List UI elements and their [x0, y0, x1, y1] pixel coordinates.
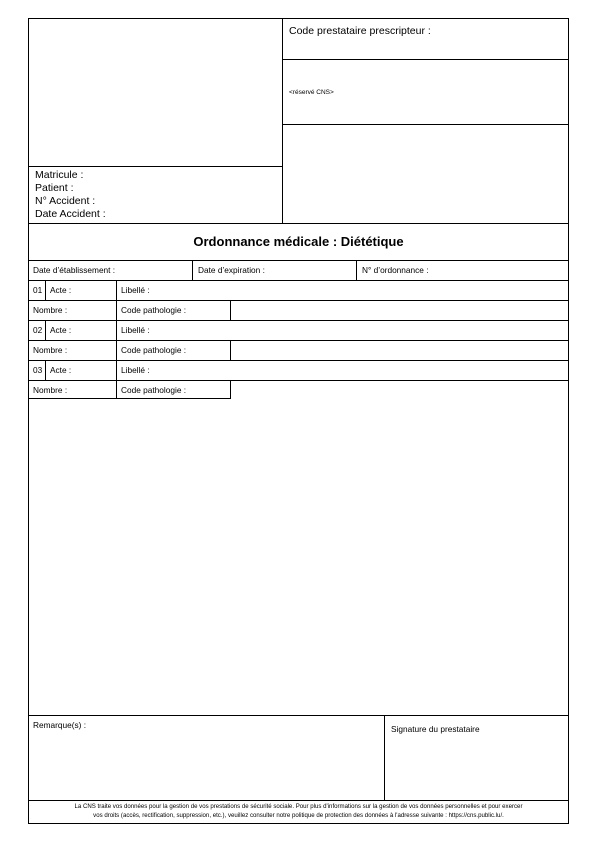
act2-count-label: Nombre :	[33, 345, 68, 355]
act1-num-divider	[45, 280, 46, 300]
privacy-notice-line-2: vos droits (accès, rectification, suppression, etc.), veuillez consulter notre politique de protection des données à l'adresse suivante : https://cns.public.lu/.	[93, 812, 504, 819]
accident-date-label: Date Accident :	[35, 208, 106, 220]
act3-act-label: Acte :	[50, 365, 72, 375]
dates-divider-1	[192, 260, 193, 280]
header-divider-right-1	[282, 59, 569, 60]
footer-top-rule	[28, 800, 569, 801]
page-title: Ordonnance médicale : Diététique	[193, 234, 404, 249]
matricule-label: Matricule :	[35, 169, 84, 181]
dates-bottom-rule	[28, 280, 569, 281]
act1-row-rule	[28, 300, 569, 301]
act1-libelle-label: Libellé :	[121, 285, 150, 295]
privacy-notice-line-1: La CNS traite vos données pour la gestion de vos prestations de sécurité sociale. Pour plus d'informations sur la gestion de vos données personnelles et pour exercer	[74, 803, 523, 810]
act3-bottom-rule	[28, 398, 231, 399]
dates-divider-2	[356, 260, 357, 280]
act3-row-rule	[28, 380, 569, 381]
act2-row-rule	[28, 340, 569, 341]
reserved-cns-label: <réservé CNS>	[289, 89, 334, 96]
act1-act-label: Acte :	[50, 285, 72, 295]
header-divider-vertical	[282, 18, 283, 223]
act1-bottom-rule	[28, 320, 569, 321]
establishment-date-label: Date d’établissement :	[33, 265, 116, 275]
act2-act-label: Acte :	[50, 325, 72, 335]
remarks-signature-divider	[384, 715, 385, 800]
act2-pathology-divider	[230, 340, 231, 360]
act3-pathology-divider	[230, 380, 231, 399]
accident-number-label: N° Accident :	[35, 195, 96, 207]
patient-label: Patient :	[35, 182, 74, 194]
act2-num-divider	[45, 320, 46, 340]
expiration-date-label: Date d’expiration :	[198, 265, 265, 275]
act1-number: 01	[33, 285, 43, 295]
prescription-number-label: N° d’ordonnance :	[362, 265, 429, 275]
signature-label: Signature du prestataire	[391, 724, 480, 734]
act3-number: 03	[33, 365, 43, 375]
act3-libelle-label: Libellé :	[121, 365, 150, 375]
header-divider-right-2	[282, 124, 569, 125]
act2-pathology-label: Code pathologie :	[121, 345, 187, 355]
act2-number: 02	[33, 325, 43, 335]
act1-pathology-label: Code pathologie :	[121, 305, 187, 315]
act2-bottom-rule	[28, 360, 569, 361]
act1-count-label: Nombre :	[33, 305, 68, 315]
title-top-rule	[28, 223, 569, 224]
act3-pathology-label: Code pathologie :	[121, 385, 187, 395]
title-bottom-rule	[28, 260, 569, 261]
act3-count-label: Nombre :	[33, 385, 68, 395]
remarks-label: Remarque(s) :	[33, 720, 87, 730]
act1-pathology-divider	[230, 300, 231, 320]
form-frame	[28, 18, 569, 824]
act3-num-divider	[45, 360, 46, 380]
remarks-top-rule	[28, 715, 569, 716]
act2-libelle-label: Libellé :	[121, 325, 150, 335]
prescriber-code-label: Code prestataire prescripteur :	[289, 25, 431, 37]
header-divider-left	[28, 166, 282, 167]
